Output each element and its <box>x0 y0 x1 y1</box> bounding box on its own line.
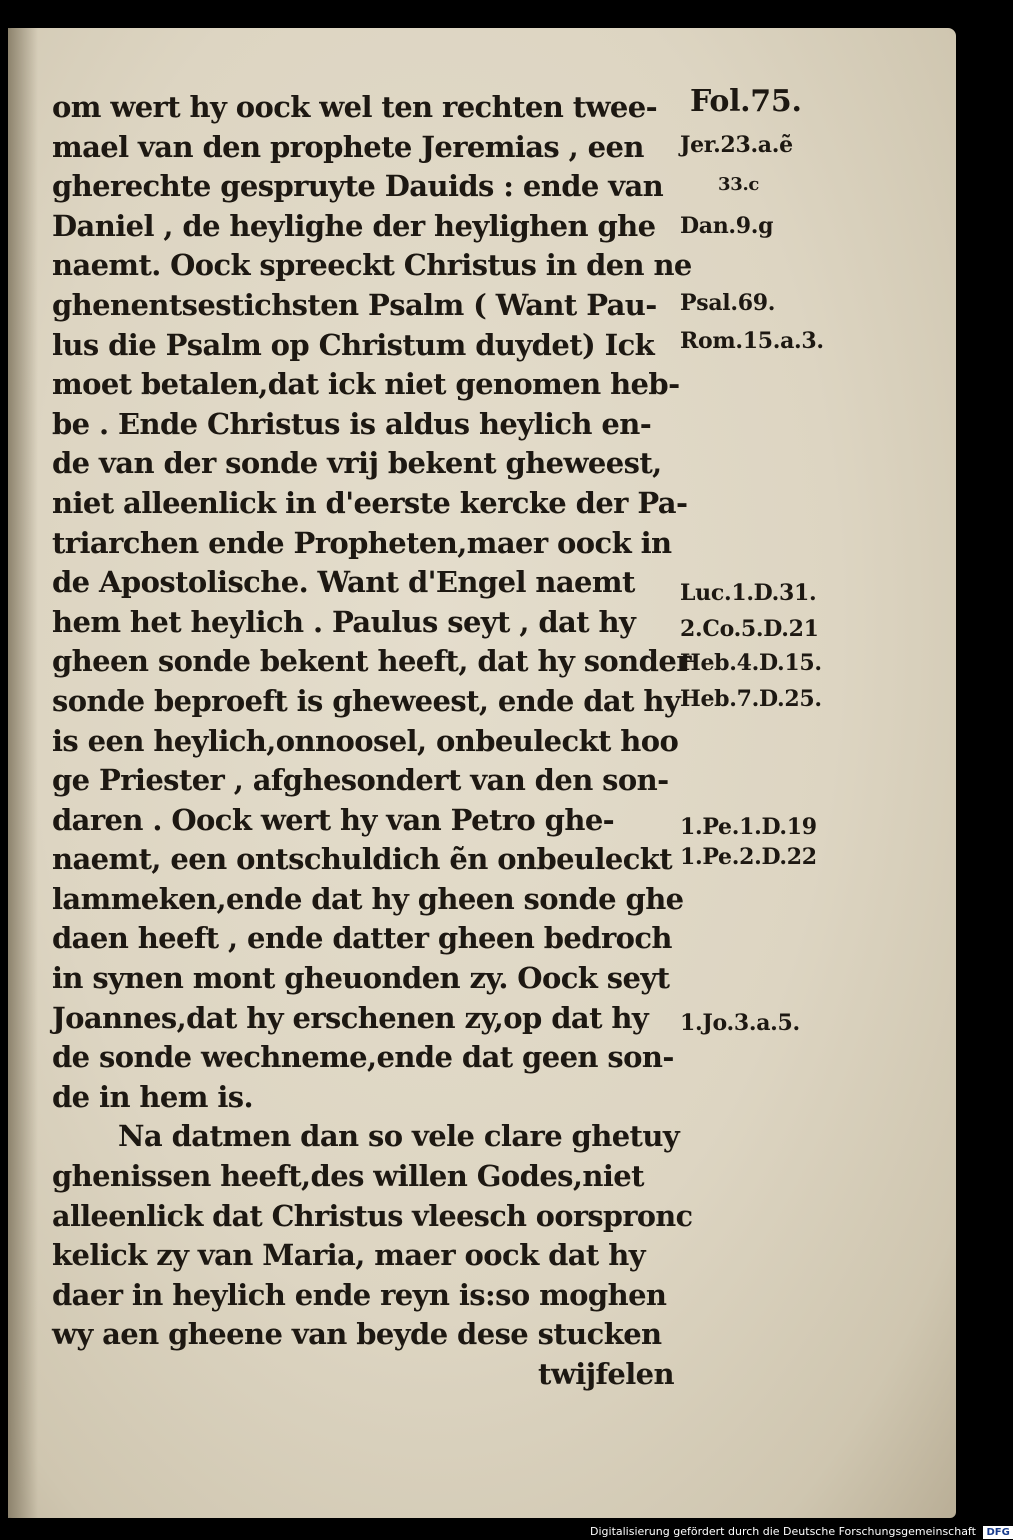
page-gutter-shadow <box>8 28 38 1518</box>
margin-note: Dan.9.g <box>680 213 774 239</box>
margin-note: Heb.4.D.15. <box>680 650 822 676</box>
dfg-logo: DFG <box>983 1526 1012 1539</box>
text-line: Joannes,dat hy erschenen zy,op dat hy <box>52 1000 649 1035</box>
text-line: ghenentsestichsten Psalm ( Want Pau- <box>52 287 657 322</box>
credit-text: Digitalisierung gefördert durch die Deutsche Forschungsgemeinschaft <box>590 1525 976 1538</box>
catchword: twijfelen <box>538 1357 674 1391</box>
text-line: daen heeft , ende datter gheen bedroch <box>52 921 672 956</box>
body-text <box>52 88 692 1395</box>
text-line: de van der sonde vrij bekent gheweest, <box>52 446 662 481</box>
text-line: Daniel , de heylighe der heylighen ghe <box>52 208 656 243</box>
text-line: de sonde wechneme,ende dat geen son- <box>52 1040 674 1075</box>
margin-note: 2.Co.5.D.21 <box>680 616 819 642</box>
text-line: is een heylich,onnoosel, onbeuleckt hoo <box>52 723 679 758</box>
text-line: wy aen gheene van beyde dese stucken <box>52 1317 662 1352</box>
text-line: daer in heylich ende reyn is:so moghen <box>52 1277 667 1312</box>
digitization-credit <box>590 1524 1010 1540</box>
text-line: lus die Psalm op Christum duydet) Ick <box>52 327 655 362</box>
text-line: moet betalen,dat ick niet genomen heb- <box>52 367 680 402</box>
text-line: gherechte gespruyte Dauids : ende van <box>52 169 664 204</box>
text-line: de Apostolische. Want d'Engel naemt <box>52 565 635 600</box>
text-line: mael van den prophete Jeremias , een <box>52 129 644 164</box>
text-line: gheen sonde bekent heeft, dat hy sonder <box>52 644 691 679</box>
folio-number: Fol.75. <box>690 84 802 119</box>
margin-note: Rom.15.a.3. <box>680 328 824 354</box>
text-line: in synen mont gheuonden zy. Oock seyt <box>52 961 670 996</box>
text-line: naemt, een ontschuldich ẽn onbeuleckt <box>52 842 673 877</box>
text-line: naemt. Oock spreeckt Christus in den ne <box>52 248 692 283</box>
margin-note: Heb.7.D.25. <box>680 686 822 712</box>
text-line: be . Ende Christus is aldus heylich en- <box>52 406 652 441</box>
text-line: Na datmen dan so vele clare ghetuy <box>118 1119 680 1154</box>
text-line: om wert hy oock wel ten rechten twee- <box>52 90 658 124</box>
text-line: hem het heylich . Paulus seyt , dat hy <box>52 604 636 639</box>
text-line: de in hem is. <box>52 1079 253 1114</box>
margin-note: 1.Pe.2.D.22 <box>680 844 817 870</box>
text-line: kelick zy van Maria, maer oock dat hy <box>52 1238 645 1273</box>
text-line: sonde beproeft is gheweest, ende dat hy <box>52 683 681 718</box>
text-line: ghenissen heeft,des willen Godes,niet <box>52 1159 644 1194</box>
margin-note: 33.c <box>718 174 760 195</box>
text-line: alleenlick dat Christus vleesch oorspronc <box>52 1198 693 1233</box>
text-line: triarchen ende Propheten,maer oock in <box>52 525 672 560</box>
text-line: lammeken,ende dat hy gheen sonde ghe <box>52 881 684 916</box>
margin-note: Jer.23.a.ẽ <box>680 132 793 158</box>
margin-note: 1.Pe.1.D.19 <box>680 814 817 840</box>
text-line: niet alleenlick in d'eerste kercke der Pa- <box>52 485 688 520</box>
text-line: ge Priester , afghesondert van den son- <box>52 763 669 798</box>
text-line: daren . Oock wert hy van Petro ghe- <box>52 802 615 837</box>
margin-note: Psal.69. <box>680 290 776 316</box>
margin-note: Luc.1.D.31. <box>680 580 817 606</box>
margin-note: 1.Jo.3.a.5. <box>680 1010 800 1036</box>
